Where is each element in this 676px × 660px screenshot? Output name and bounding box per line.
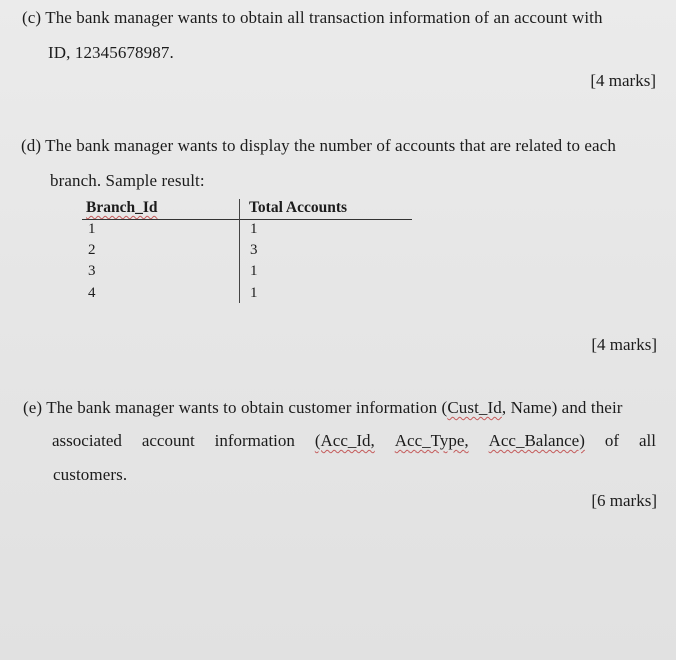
- question-d-marks: [4 marks]: [591, 335, 657, 354]
- table-cell-total: 1: [250, 263, 258, 279]
- question-e-term-acc-id: (Acc_Id,: [314, 431, 375, 450]
- table-column-divider: [239, 199, 240, 303]
- table-cell-total: 3: [250, 242, 258, 258]
- table-cell-branch: 1: [88, 221, 96, 237]
- question-d-line1: (d) The bank manager wants to display the number of accounts that are related to each: [21, 136, 616, 155]
- table-header-branch-id: Branch_Id: [86, 199, 158, 216]
- table-cell-total: 1: [250, 221, 258, 237]
- question-c-line2: ID, 12345678987.: [48, 43, 174, 62]
- question-e-word: information: [214, 431, 295, 450]
- table-cell-total: 1: [250, 285, 258, 301]
- question-e-marks: [6 marks]: [591, 491, 657, 510]
- question-c-line1: (c) The bank manager wants to obtain all transaction information of an account with: [22, 8, 603, 27]
- table-cell-branch: 4: [88, 285, 96, 301]
- question-e-term-acc-type: Acc_Type,: [394, 431, 469, 450]
- question-d-line2: branch. Sample result:: [50, 171, 205, 190]
- question-e-line1: [23, 398, 623, 418]
- table-header-divider: [82, 219, 412, 220]
- question-e-line3: customers.: [53, 465, 128, 484]
- table-header-total-accounts: Total Accounts: [249, 199, 348, 216]
- question-e-word: associated: [52, 431, 122, 450]
- table-cell-branch: 3: [88, 263, 96, 279]
- question-e-word: of: [604, 431, 619, 450]
- question-e-word: all: [638, 431, 656, 450]
- question-e-line1-pre: (e) The bank manager wants to obtain customer information (: [23, 398, 448, 417]
- question-e-word: account: [141, 431, 195, 450]
- sample-result-table: [82, 199, 412, 305]
- question-e-term-cust-id: Cust_Id: [447, 398, 502, 417]
- question-e-line1-post: , Name) and their: [501, 398, 623, 417]
- question-e-term-acc-balance: Acc_Balance): [488, 431, 585, 450]
- table-cell-branch: 2: [88, 242, 96, 258]
- question-e-line2: [52, 431, 656, 451]
- question-c-marks: [4 marks]: [590, 71, 656, 90]
